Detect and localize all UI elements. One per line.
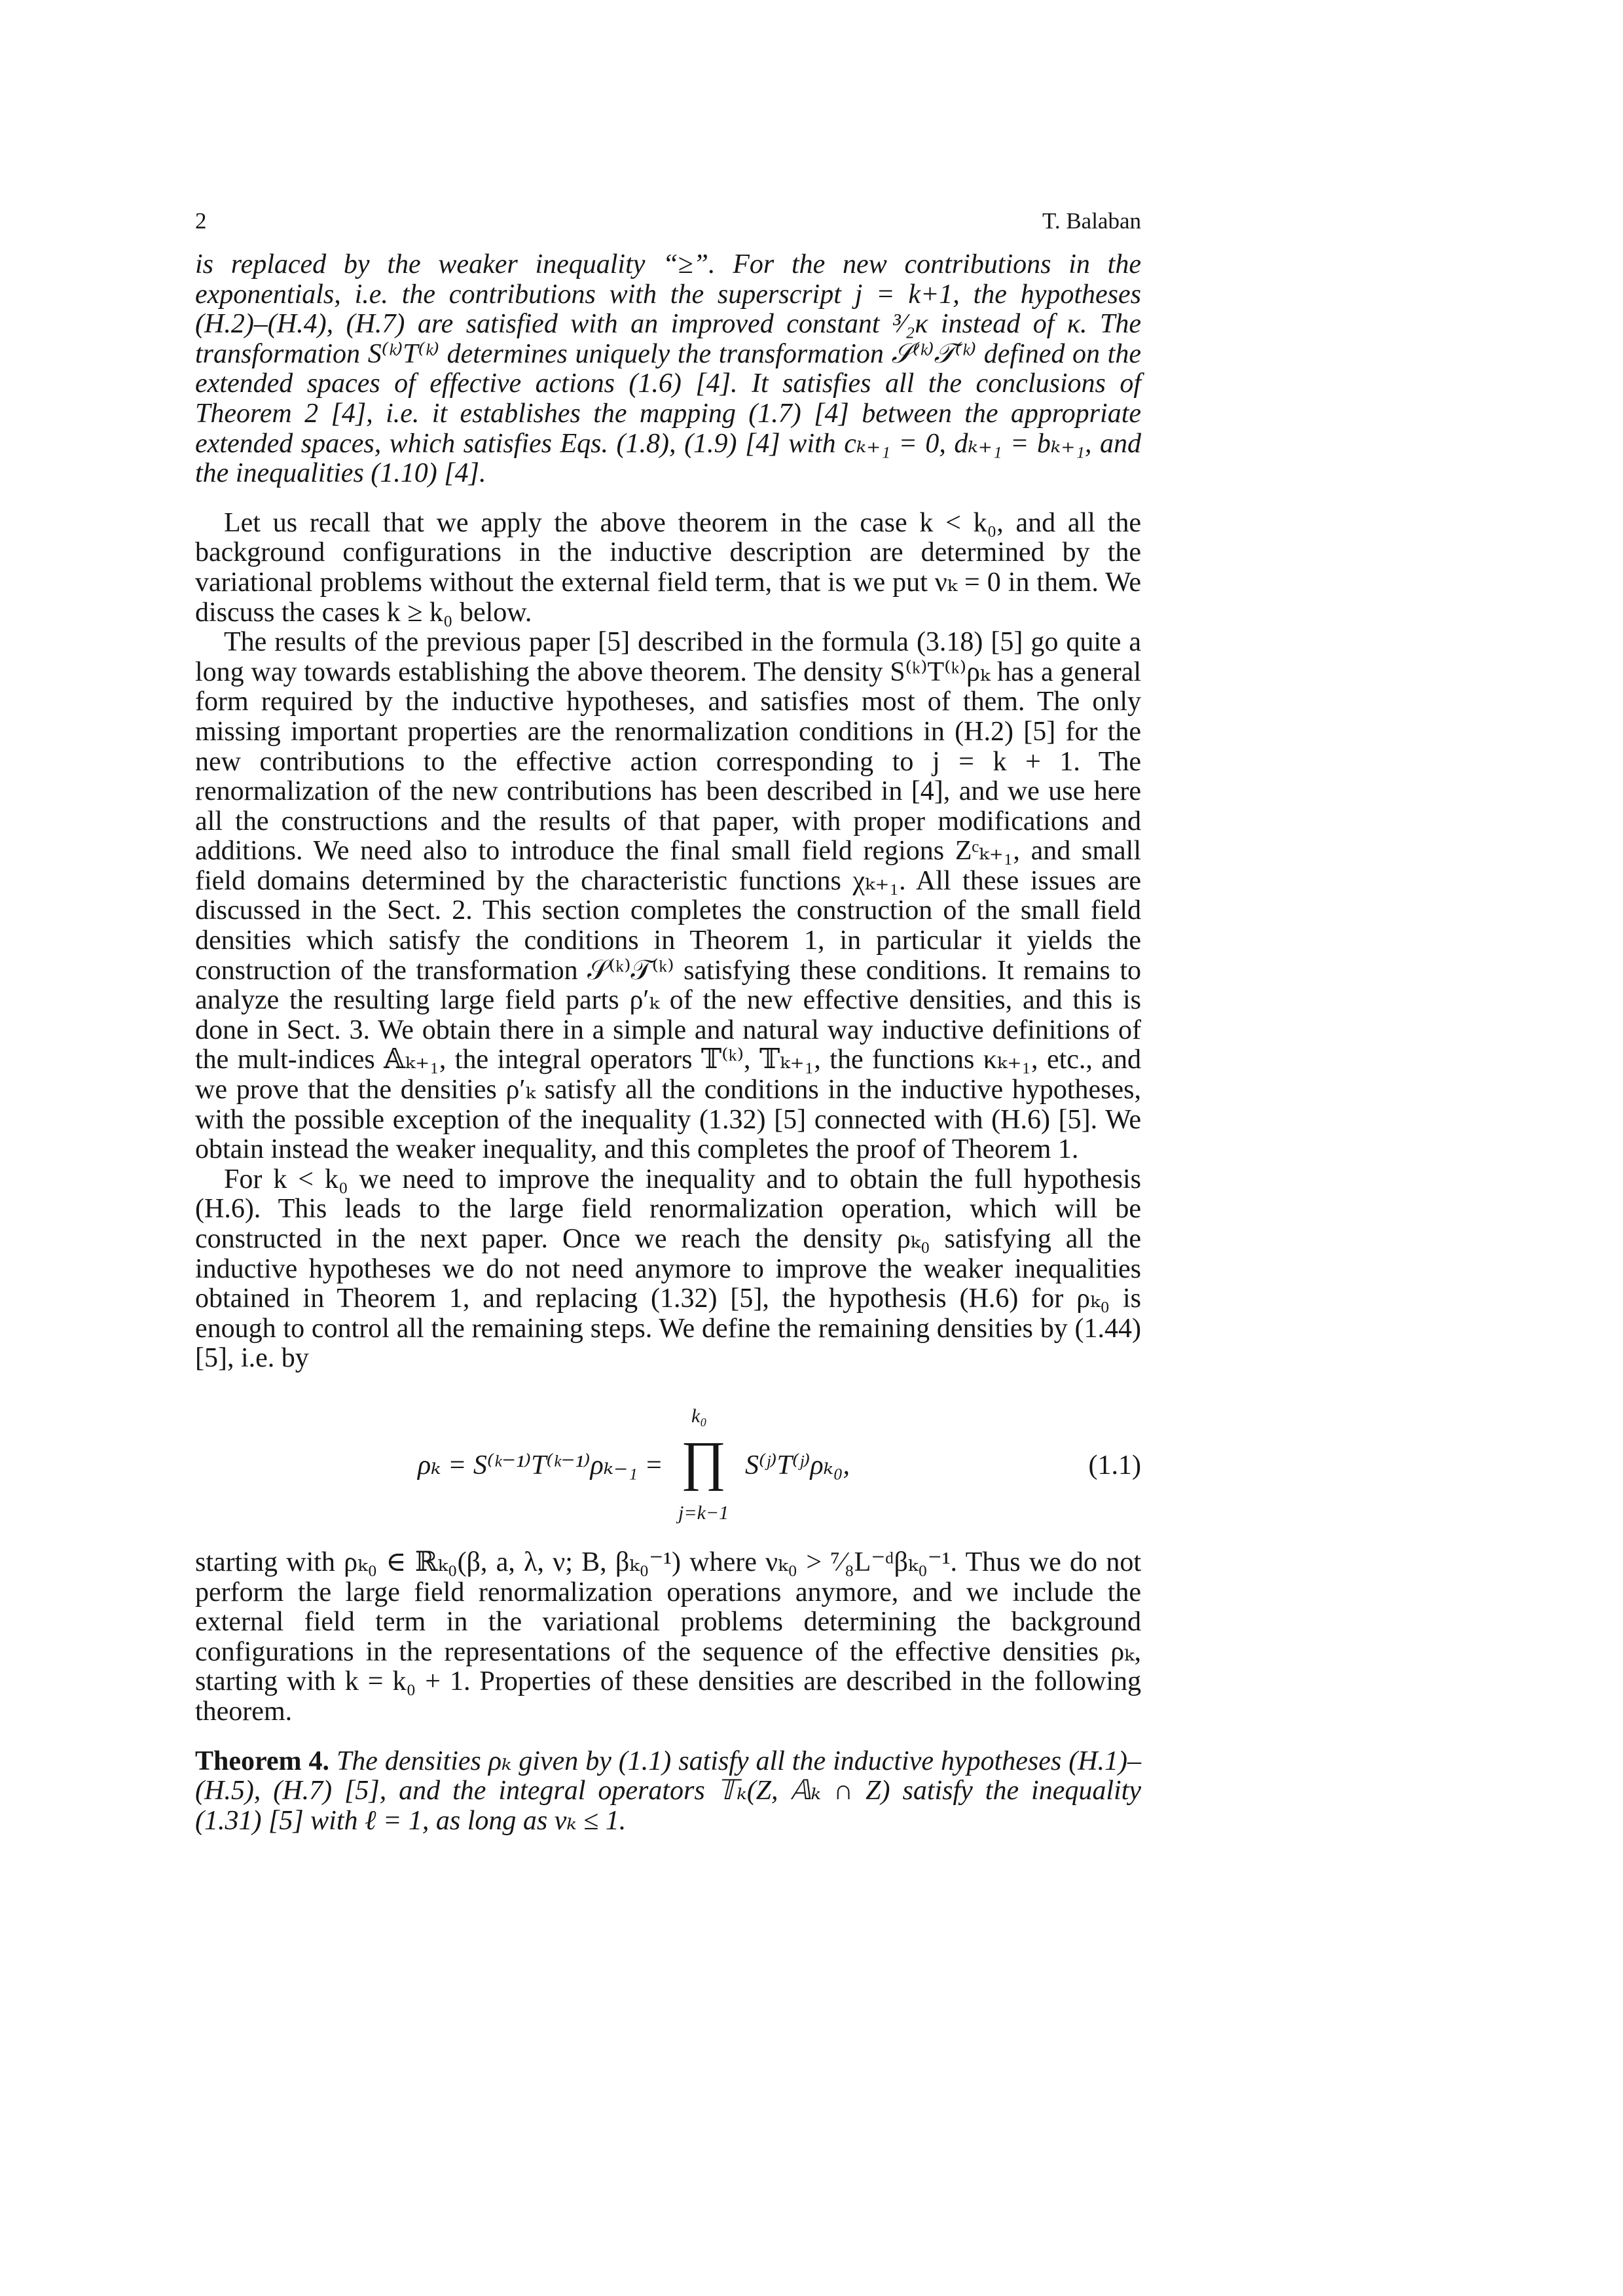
page-body: [195, 250, 1141, 1836]
equation-1-1: [195, 1397, 1141, 1528]
equation-rhs: S⁽ʲ⁾T⁽ʲ⁾ρₖ₀,: [745, 1450, 850, 1480]
body-paragraph-2: The results of the previous paper [5] described in the formula (3.18) [5] go quite a long way towards establishing the above theorem. The density S⁽ᵏ⁾T⁽ᵏ⁾ρₖ has a general form required by the inductive hypotheses, and satisfies most of them. The only missing important properties are the renormalization conditions in (H.2) [5] for the new contributions to the effective action corresponding to j = k + 1. The renormalization of the new contributions has been described in [4], and we use here all the constructions and the results of that paper, with proper modifications and additions. We need also to introduce the final small field regions Zᶜₖ₊₁, and small field domains determined by the characteristic functions χₖ₊₁. All these issues are discussed in the Sect. 2. This section completes the construction of the small field densities which satisfy the conditions in Theorem 1, in particular it yields the construction of the transformation 𝒮⁽ᵏ⁾𝒯⁽ᵏ⁾ satisfying these conditions. It remains to analyze the resulting large field parts ρ′ₖ of the new effective densities, and this is done in Sect. 3. We obtain there in a simple and natural way inductive definitions of the mult-indices 𝔸ₖ₊₁, the integral operators 𝕋⁽ᵏ⁾, 𝕋ₖ₊₁, the functions κₖ₊₁, etc., and we prove that the densities ρ′ₖ satisfy all the conditions in the inductive hypotheses, with the possible exception of the inequality (1.32) [5] connected with (H.6) [5]. We obtain instead the weaker inequality, and this completes the proof of Theorem 1.: [195, 627, 1141, 1165]
equation-body: [418, 1397, 915, 1528]
product-upper-limit: k₀: [691, 1405, 707, 1427]
page-number: 2: [195, 208, 207, 234]
body-paragraph-1: Let us recall that we apply the above theorem in the case k < k₀, and all the background configurations in the inductive description are determined by the variational problems without the external field term, that is we put νₖ = 0 in them. We discuss the cases k ≥ k₀ below.: [195, 507, 1141, 628]
theorem-continuation-paragraph: is replaced by the weaker inequality “≥”. For the new contributions in the exponentials, i.e. the contributions with the superscript j = k+1, the hypotheses (H.2)–(H.4), (H.7) are satisfied with an improved constant ³⁄₂κ instead of κ. The transformation S⁽ᵏ⁾T⁽ᵏ⁾ determines uniquely the transformation 𝒮⁽ᵏ⁾𝒯⁽ᵏ⁾ defined on the extended spaces of effective actions (1.6) [4]. It satisfies all the conclusions of Theorem 2 [4], i.e. it establishes the mapping (1.7) [4] between the appropriate extended spaces, which satisfies Eqs. (1.8), (1.9) [4] with cₖ₊₁ = 0, dₖ₊₁ = bₖ₊₁, and the inequalities (1.10) [4].: [195, 249, 1141, 489]
equation-lhs: ρₖ = S⁽ᵏ⁻¹⁾T⁽ᵏ⁻¹⁾ρₖ₋₁ =: [418, 1450, 663, 1480]
body-paragraph-3: For k < k₀ we need to improve the inequality and to obtain the full hypothesis (H.6). This leads to the large field renormalization operation, which will be constructed in the next paper. Once we reach the density ρₖ₀ satisfying all the inductive hypotheses we do not need anymore to improve the weaker inequalities obtained in Theorem 1, and replacing (1.32) [5], the hypothesis (H.6) for ρₖ₀ is enough to control all the remaining steps. We define the remaining densities by (1.44) [5], i.e. by: [195, 1164, 1141, 1374]
theorem-text: The densities ρₖ given by (1.1) satisfy all the inductive hypotheses (H.1)–(H.5), (H.7) [5], and the integral operators 𝕋ₖ(Z, 𝔸ₖ ∩ Z) satisfy the inequality (1.31) [5] with ℓ = 1, as long as νₖ ≤ 1.: [195, 1746, 1142, 1836]
theorem-label: Theorem 4.: [195, 1746, 329, 1776]
equation-number: (1.1): [1088, 1450, 1141, 1480]
running-header-author: T. Balaban: [1042, 208, 1141, 234]
body-paragraph-4: starting with ρₖ₀ ∈ ℝₖ₀(β, a, λ, ν; B, βₖ₀⁻¹) where νₖ₀ > ⁷⁄₈L⁻ᵈβₖ₀⁻¹. Thus we do not perform the large field renormalization operations anymore, and we include the external field term in the variational problems determining the background configurations in the representations of the sequence of the effective densities ρₖ, starting with k = k₀ + 1. Properties of these densities are described in the following theorem.: [195, 1547, 1141, 1727]
product-lower-limit: j=k−1: [678, 1501, 729, 1524]
product-symbol: ∏: [681, 1430, 727, 1492]
theorem-4: [195, 1747, 1141, 1837]
